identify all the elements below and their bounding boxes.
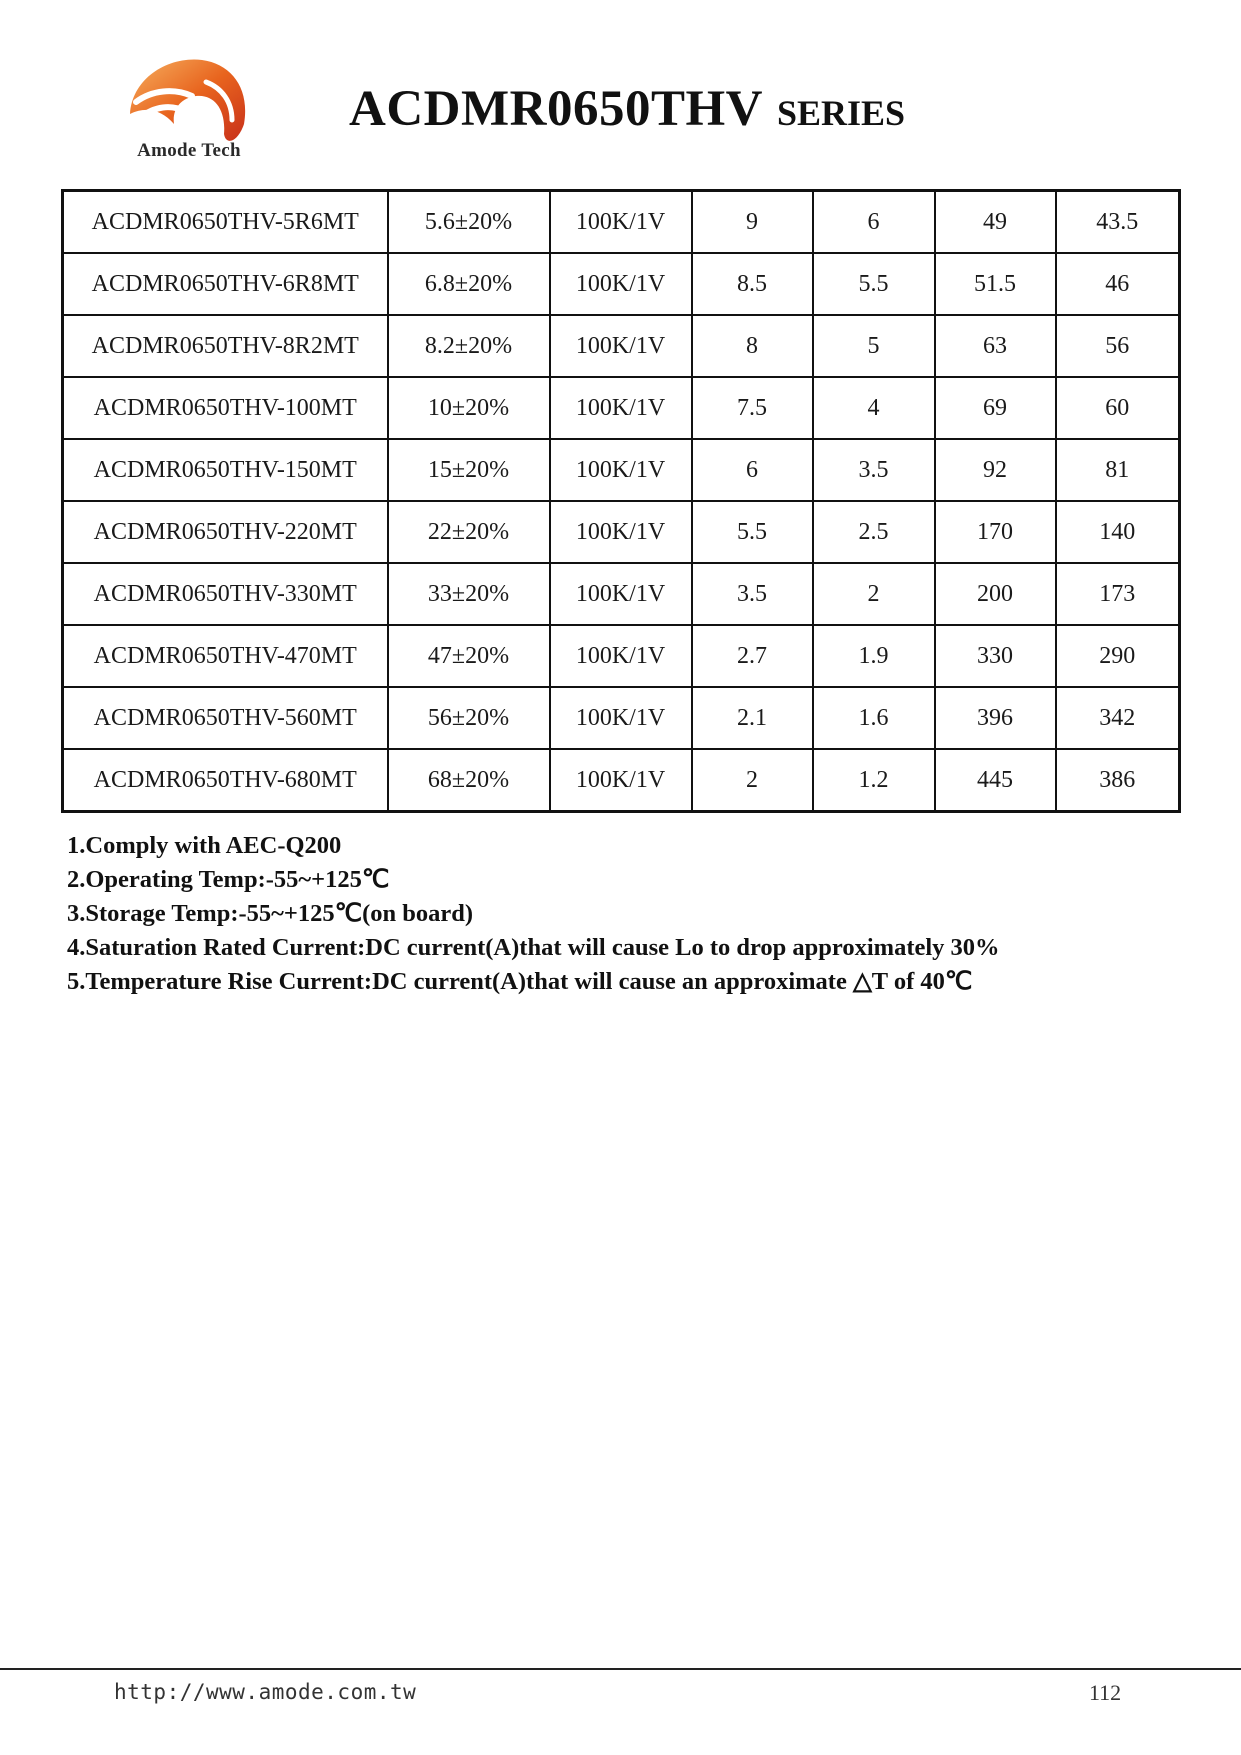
table-cell: 51.5 [935, 253, 1056, 315]
note-item: 5.Temperature Rise Current:DC current(A)that will cause an approximate △T of 40℃ [67, 968, 973, 995]
table-cell: 6.8±20% [388, 253, 550, 315]
table-cell: 81 [1056, 439, 1180, 501]
table-cell: 290 [1056, 625, 1180, 687]
part-number-cell: ACDMR0650THV-150MT [63, 439, 388, 501]
table-cell: 5 [813, 315, 935, 377]
table-cell: 100K/1V [550, 439, 692, 501]
table-cell: 5.5 [813, 253, 935, 315]
table-cell: 100K/1V [550, 501, 692, 563]
table-cell: 2.1 [692, 687, 813, 749]
note-item: 1.Comply with AEC-Q200 [67, 832, 342, 859]
series-name: ACDMR0650THV [349, 81, 763, 137]
table-cell: 100K/1V [550, 315, 692, 377]
table-cell: 386 [1056, 749, 1180, 812]
table-cell: 342 [1056, 687, 1180, 749]
table-cell: 6 [813, 191, 935, 254]
table-row [63, 563, 1180, 625]
table-row [63, 625, 1180, 687]
table-cell: 68±20% [388, 749, 550, 812]
footer-divider [0, 1668, 1241, 1670]
table-cell: 100K/1V [550, 625, 692, 687]
table-cell: 330 [935, 625, 1056, 687]
notes-list [67, 829, 1000, 999]
spec-table [61, 189, 1181, 813]
table-cell: 49 [935, 191, 1056, 254]
table-cell: 2 [813, 563, 935, 625]
table-cell: 69 [935, 377, 1056, 439]
table-cell: 10±20% [388, 377, 550, 439]
table-cell: 100K/1V [550, 749, 692, 812]
table-cell: 100K/1V [550, 377, 692, 439]
table-cell: 8 [692, 315, 813, 377]
table-cell: 396 [935, 687, 1056, 749]
table-row [63, 315, 1180, 377]
table-cell: 56±20% [388, 687, 550, 749]
part-number-cell: ACDMR0650THV-220MT [63, 501, 388, 563]
table-cell: 1.6 [813, 687, 935, 749]
table-cell: 2 [692, 749, 813, 812]
table-cell: 8.5 [692, 253, 813, 315]
table-cell: 8.2±20% [388, 315, 550, 377]
table-cell: 7.5 [692, 377, 813, 439]
logo-mark-icon [122, 54, 254, 144]
table-cell: 3.5 [813, 439, 935, 501]
table-cell: 100K/1V [550, 253, 692, 315]
table-cell: 100K/1V [550, 687, 692, 749]
table-cell: 43.5 [1056, 191, 1180, 254]
table-row [63, 253, 1180, 315]
table-row [63, 377, 1180, 439]
series-suffix: SERIES [776, 93, 906, 133]
table-cell: 47±20% [388, 625, 550, 687]
table-cell: 170 [935, 501, 1056, 563]
table-cell: 60 [1056, 377, 1180, 439]
table-cell: 33±20% [388, 563, 550, 625]
table-cell: 56 [1056, 315, 1180, 377]
table-cell: 200 [935, 563, 1056, 625]
footer-url: http://www.amode.com.tw [114, 1680, 417, 1704]
table-cell: 22±20% [388, 501, 550, 563]
table-cell: 5.6±20% [388, 191, 550, 254]
table-cell: 3.5 [692, 563, 813, 625]
table-cell: 92 [935, 439, 1056, 501]
table-row [63, 501, 1180, 563]
table-cell: 6 [692, 439, 813, 501]
document-title [349, 80, 905, 138]
table-cell: 9 [692, 191, 813, 254]
part-number-cell: ACDMR0650THV-6R8MT [63, 253, 388, 315]
table-row [63, 439, 1180, 501]
table-row [63, 191, 1180, 254]
table-cell: 100K/1V [550, 563, 692, 625]
part-number-cell: ACDMR0650THV-5R6MT [63, 191, 388, 254]
table-cell: 4 [813, 377, 935, 439]
table-cell: 5.5 [692, 501, 813, 563]
part-number-cell: ACDMR0650THV-100MT [63, 377, 388, 439]
part-number-cell: ACDMR0650THV-560MT [63, 687, 388, 749]
table-cell: 100K/1V [550, 191, 692, 254]
note-item: 3.Storage Temp:-55~+125℃(on board) [67, 900, 474, 927]
spec-table-container [61, 189, 1178, 813]
table-cell: 173 [1056, 563, 1180, 625]
table-cell: 140 [1056, 501, 1180, 563]
part-number-cell: ACDMR0650THV-680MT [63, 749, 388, 812]
table-cell: 2.5 [813, 501, 935, 563]
table-cell: 46 [1056, 253, 1180, 315]
table-cell: 445 [935, 749, 1056, 812]
table-cell: 2.7 [692, 625, 813, 687]
note-item: 4.Saturation Rated Current:DC current(A)that will cause Lo to drop approximately 30% [67, 934, 1000, 961]
logo-text: Amode Tech [137, 140, 241, 161]
company-logo [118, 54, 258, 166]
table-cell: 1.2 [813, 749, 935, 812]
table-cell: 63 [935, 315, 1056, 377]
part-number-cell: ACDMR0650THV-330MT [63, 563, 388, 625]
part-number-cell: ACDMR0650THV-470MT [63, 625, 388, 687]
table-row [63, 749, 1180, 812]
page-number: 112 [1089, 1680, 1122, 1705]
table-cell: 1.9 [813, 625, 935, 687]
table-cell: 15±20% [388, 439, 550, 501]
table-row [63, 687, 1180, 749]
part-number-cell: ACDMR0650THV-8R2MT [63, 315, 388, 377]
note-item: 2.Operating Temp:-55~+125℃ [67, 866, 390, 893]
